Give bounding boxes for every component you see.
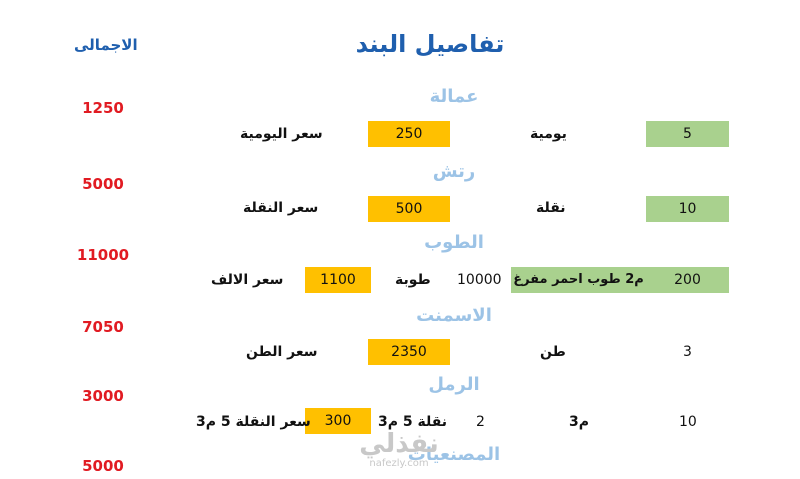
- watermark-arabic: نفذلي: [359, 429, 439, 459]
- rubble-price: 500: [368, 196, 450, 222]
- cement-quantity: 3: [683, 344, 692, 360]
- total-labor: 1250: [82, 99, 124, 117]
- section-title-rubble: رتش: [432, 161, 476, 182]
- total-workmanship: 5000: [82, 457, 124, 475]
- sand-loads: 2: [476, 414, 485, 430]
- sand-unit: م3: [569, 414, 590, 430]
- page-title: تفاصيل البند: [355, 30, 505, 58]
- rubble-quantity: 10: [646, 196, 729, 222]
- rubble-price-label: سعر النقلة: [243, 200, 319, 216]
- sand-quantity: 10: [679, 414, 697, 430]
- section-title-workmanship: المصنعيات: [407, 444, 501, 465]
- total-column-header: الاجمالى: [74, 36, 138, 54]
- cement-price-label: سعر الطن: [246, 344, 318, 360]
- section-title-cement: الاسمنت: [416, 305, 492, 326]
- watermark-logo: [352, 430, 446, 470]
- section-title-sand: الرمل: [428, 374, 480, 395]
- bricks-price-label: سعر الالف: [211, 272, 284, 288]
- labor-unit: يومية: [530, 126, 567, 142]
- total-rubble: 5000: [82, 175, 124, 193]
- total-bricks: 11000: [76, 246, 130, 264]
- cement-price: 2350: [368, 339, 450, 365]
- sand-load-unit: نقلة 5 م3: [378, 414, 448, 430]
- section-title-labor: عمالة: [429, 86, 479, 107]
- watermark-url: nafezly.com: [369, 458, 429, 469]
- bricks-count: 10000: [457, 272, 502, 288]
- sand-price-label: سعر النقلة 5 م3: [196, 414, 311, 430]
- labor-quantity: 5: [646, 121, 729, 147]
- section-title-bricks: الطوب: [424, 232, 484, 253]
- rubble-unit: نقلة: [536, 200, 566, 216]
- sand-price: 300: [305, 408, 371, 434]
- cement-unit: طن: [540, 344, 566, 360]
- bricks-type: م2 طوب احمر مفرغ: [511, 267, 646, 293]
- total-sand: 3000: [82, 387, 124, 405]
- total-cement: 7050: [82, 318, 124, 336]
- bricks-area: 200: [646, 267, 729, 293]
- labor-price-label: سعر اليومية: [240, 126, 323, 142]
- bricks-price: 1100: [305, 267, 371, 293]
- bricks-unit: طوبة: [395, 272, 431, 288]
- labor-price: 250: [368, 121, 450, 147]
